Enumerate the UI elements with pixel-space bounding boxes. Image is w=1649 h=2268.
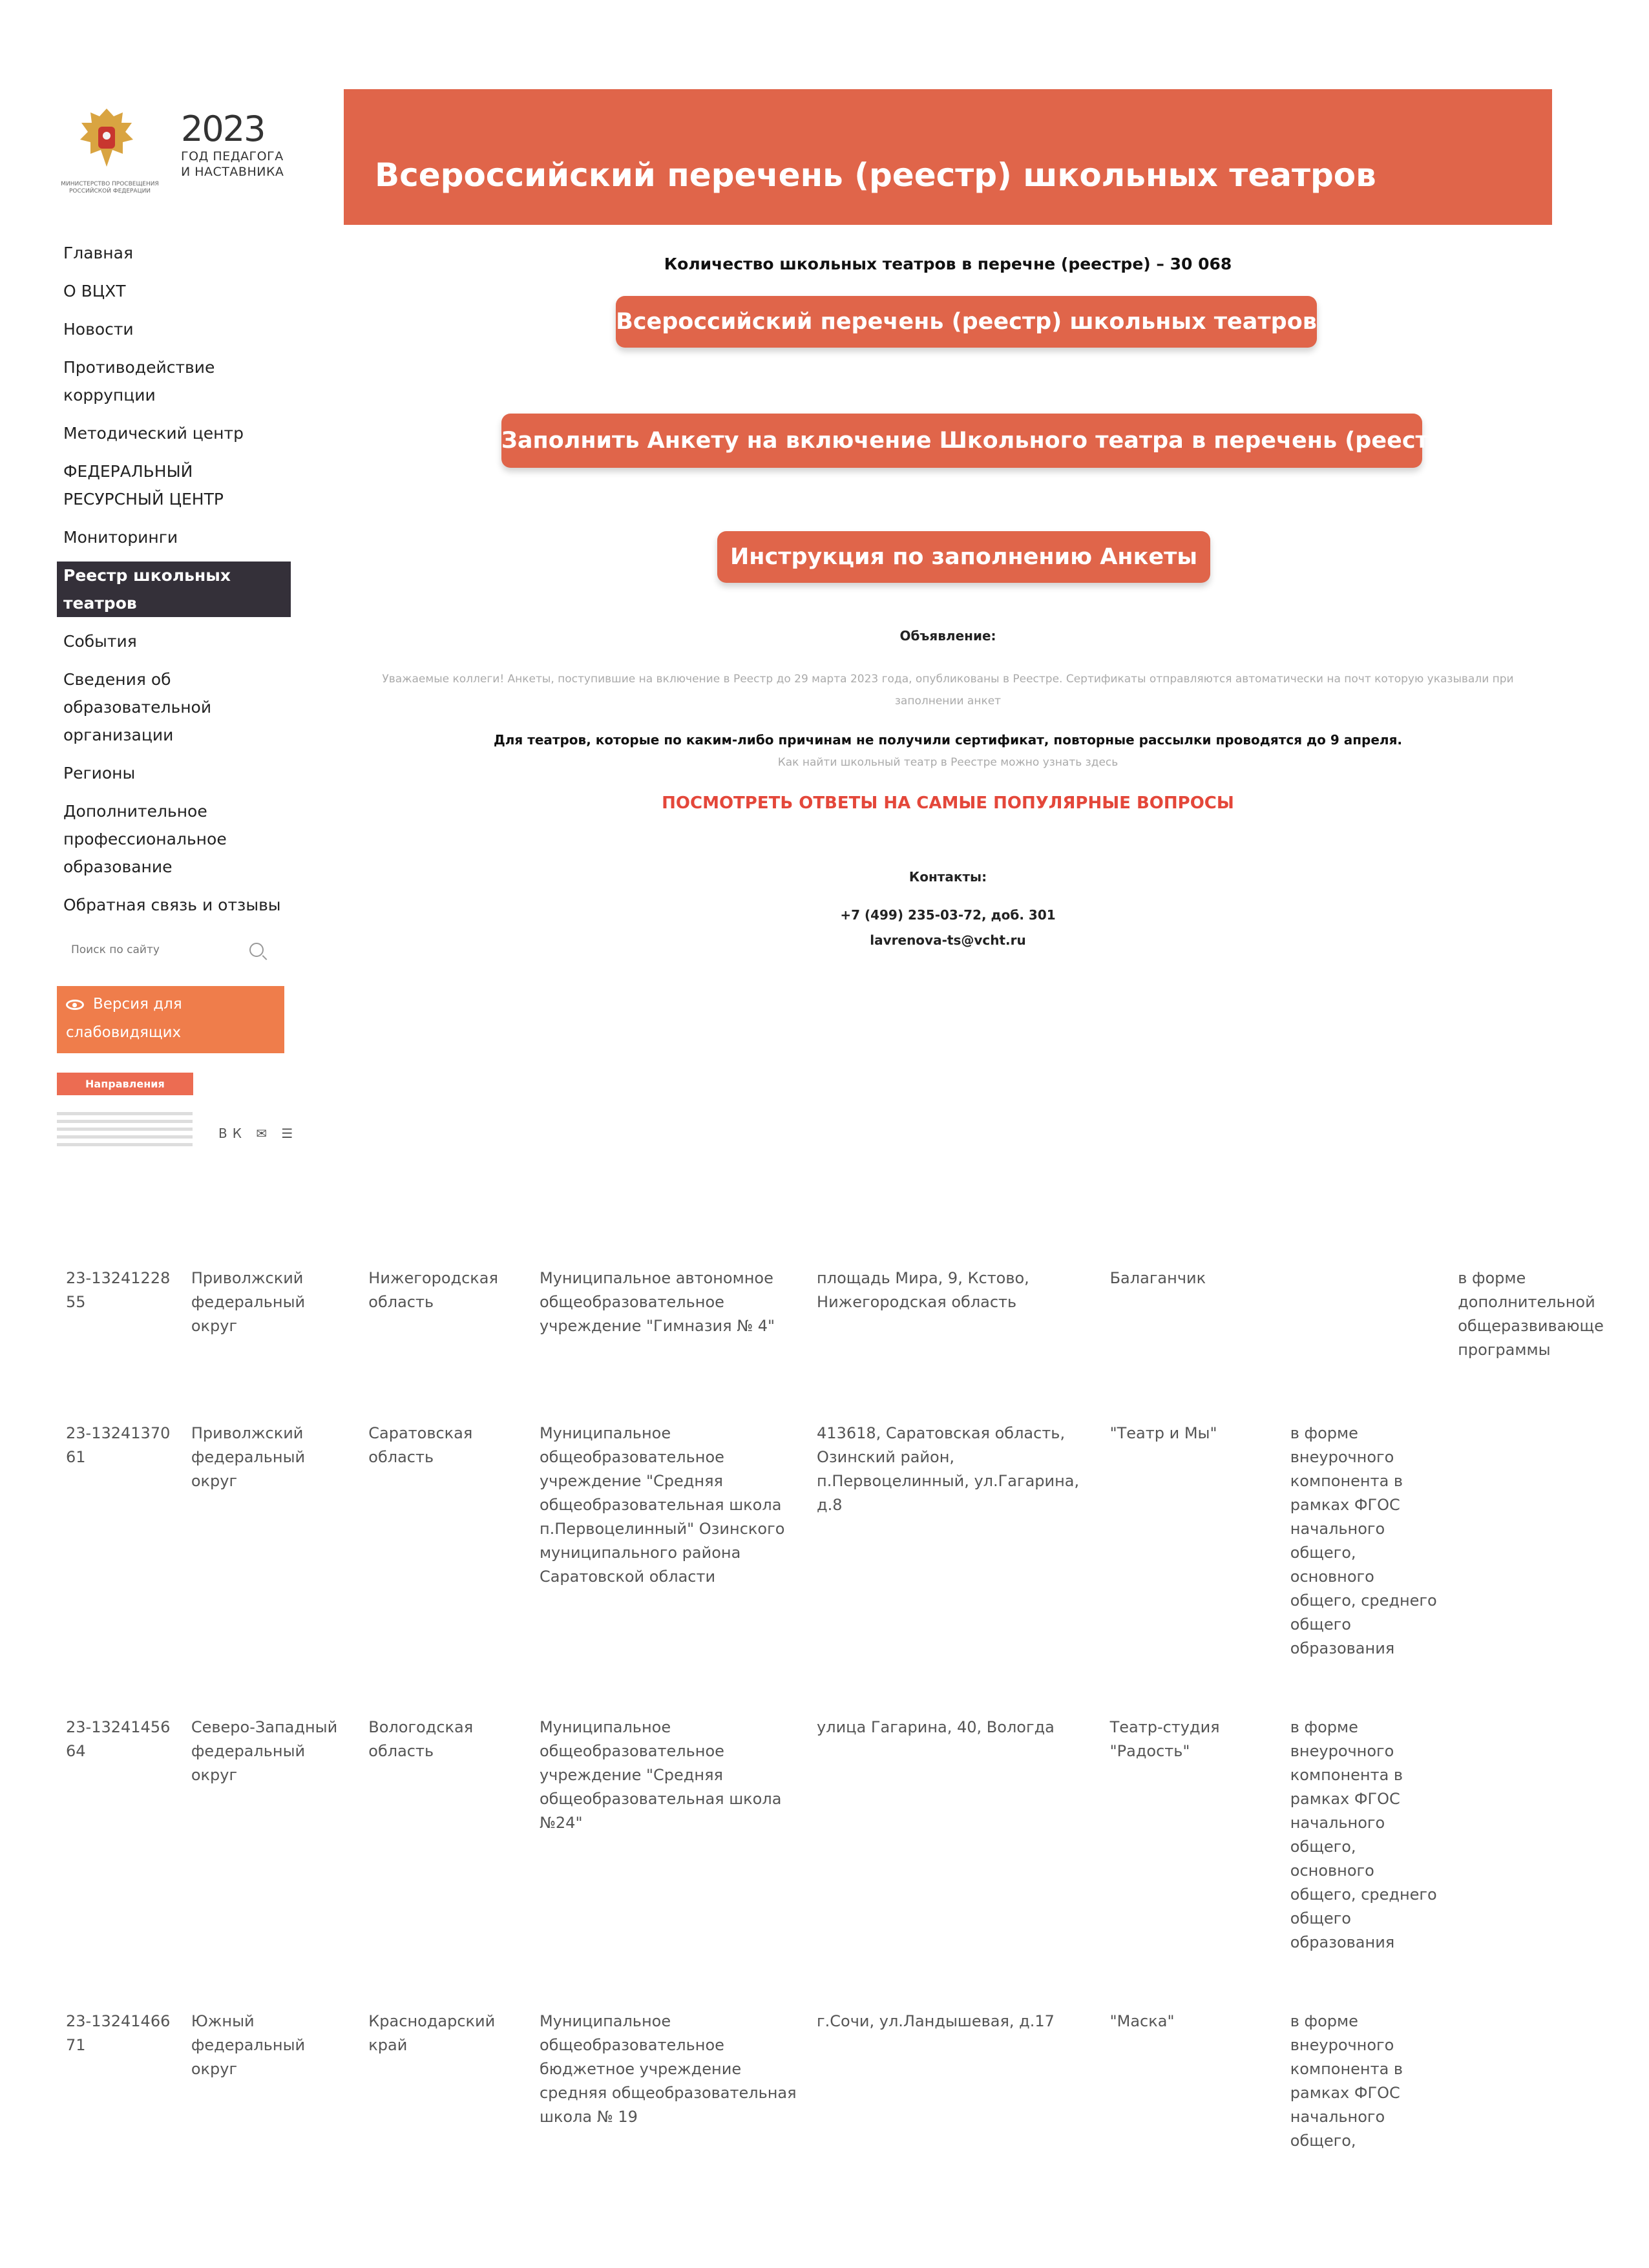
cell-district: Приволжский федеральный округ xyxy=(191,1424,306,1490)
page-title: Всероссийский перечень (реестр) школьных театров xyxy=(375,156,1376,194)
year-of-teacher-logo xyxy=(181,110,291,180)
cell-form: в форме внеурочного компонента в рамках ФГОС начального общего, основного общего, среднего общего образования xyxy=(1290,1718,1437,1951)
cell-organization: Муниципальное автономное общеобразовательное учреждение "Гимназия № 4" xyxy=(539,1269,775,1335)
low-vision-label: Версия для слабовидящих xyxy=(66,996,182,1041)
cell-id: 23-1324146671 xyxy=(66,2012,171,2054)
year-logo-caption-1: ГОД ПЕДАГОГА xyxy=(181,149,284,163)
cell-address: г.Сочи, ул.Ландышевая, д.17 xyxy=(817,2012,1055,2030)
cell-organization: Муниципальное общеобразовательное бюджетное учреждение средняя общеобразовательная школа № 19 xyxy=(539,2012,797,2126)
cell-organization: Муниципальное общеобразовательное учреждение "Средняя общеобразовательная школа п.Первоцелинный" Озинского муниципального района Саратовской области xyxy=(539,1424,785,1586)
cell-district: Северо-Западный федеральный округ xyxy=(191,1718,338,1784)
sidebar-item-regions[interactable]: Регионы xyxy=(63,764,136,782)
cell-form: в форме внеурочного компонента в рамках ФГОС начального общего, xyxy=(1290,2012,1403,2150)
how-to-find-link[interactable]: Как найти школьный театр в Реестре можно узнать здесь xyxy=(777,756,1119,769)
cell-id: 23-1324137061 xyxy=(66,1424,171,1466)
sidebar-item-monitoring[interactable]: Мониторинги xyxy=(63,528,178,547)
instruction-button[interactable]: Инструкция по заполнению Анкеты xyxy=(717,531,1210,583)
cell-theatre: "Театр и Мы" xyxy=(1109,1424,1217,1442)
cell-form: в форме внеурочного компонента в рамках ФГОС начального общего, основного общего, среднего общего образования xyxy=(1290,1424,1437,1657)
sidebar-item-anticorruption[interactable]: Противодействие коррупции xyxy=(63,358,215,404)
contact-phone[interactable]: +7 (499) 235-03-72, доб. 301 xyxy=(840,907,1056,923)
sidebar-nav xyxy=(57,239,302,1151)
sidebar-item-about[interactable]: О ВЦХТ xyxy=(63,282,126,300)
faq-link[interactable]: ПОСМОТРЕТЬ ОТВЕТЫ НА САМЫЕ ПОПУЛЯРНЫЕ ВОПРОСЫ xyxy=(662,793,1234,813)
coat-of-arms-icon xyxy=(71,103,142,174)
announcement-text: Уважаемые коллеги! Анкеты, поступившие на включение в Реестр до 29 марта 2023 года, опубликованы в Реестре. Сертификаты отправляются автоматически на почт которую указывали при заполнении анкет xyxy=(382,673,1514,708)
page-banner xyxy=(344,89,1552,225)
theatre-count: Количество школьных театров в перечне (реестре) – 30 068 xyxy=(664,255,1232,273)
announcement-title: Объявление: xyxy=(899,628,996,644)
cell-region: Краснодарский край xyxy=(368,2012,496,2054)
sidebar-item-methodical-center[interactable]: Методический центр xyxy=(63,424,244,443)
cell-form-extra xyxy=(1451,1716,1610,2010)
table-row xyxy=(59,1422,1610,1716)
cell-id: 23-1324145664 xyxy=(66,1718,171,1760)
cell-address: 413618, Саратовская область, Озинский район, п.Первоцелинный, ул.Гагарина, д.8 xyxy=(817,1424,1080,1514)
announcement-bold-text: Для театров, которые по каким-либо причинам не получили сертификат, повторные рассылки проводятся до 9 апреля. xyxy=(493,732,1403,748)
cell-theatre: Балаганчик xyxy=(1109,1269,1206,1287)
year-logo-caption-2: И НАСТАВНИКА xyxy=(181,165,284,179)
sidebar-item-home[interactable]: Главная xyxy=(63,244,133,262)
site-search xyxy=(57,937,277,963)
footer-fine-print xyxy=(57,1112,193,1146)
low-vision-button[interactable] xyxy=(57,986,284,1053)
sidebar-item-feedback[interactable]: Обратная связь и отзывы xyxy=(63,896,281,914)
cell-form-extra xyxy=(1451,1422,1610,1716)
cell-id: 23-1324122855 xyxy=(66,1269,171,1311)
cell-district: Южный федеральный округ xyxy=(191,2012,306,2078)
cell-address: площадь Мира, 9, Кстово, Нижегородская область xyxy=(817,1269,1029,1311)
registry-button[interactable]: Всероссийский перечень (реестр) школьных театров xyxy=(616,296,1317,348)
table-row xyxy=(59,1716,1610,2010)
contacts-title: Контакты: xyxy=(909,869,987,885)
sidebar-item-organization-info[interactable]: Сведения об образовательной организации xyxy=(63,670,212,744)
site-logos xyxy=(52,103,291,200)
cell-form-extra xyxy=(1451,2010,1610,2178)
sidebar-item-professional-education[interactable]: Дополнительное профессиональное образование xyxy=(63,802,227,876)
cell-region: Вологодская область xyxy=(368,1718,474,1760)
registry-table xyxy=(59,1266,1610,2178)
cell-form-extra: в форме дополнительной общеразвивающе программы xyxy=(1458,1269,1604,1359)
sidebar-item-theatre-registry[interactable]: Реестр школьных театров xyxy=(57,562,291,617)
sidebar-item-events[interactable]: События xyxy=(63,632,137,651)
ministry-caption: МИНИСТЕРСТВО ПРОСВЕЩЕНИЯ РОССИЙСКОЙ ФЕДЕРАЦИИ xyxy=(61,181,159,194)
search-input[interactable] xyxy=(70,943,240,957)
social-icons[interactable]: ВК ✉ ☰ xyxy=(218,1126,299,1141)
cell-address: улица Гагарина, 40, Вологда xyxy=(817,1718,1055,1736)
cell-region: Нижегородская область xyxy=(368,1269,498,1311)
eye-icon xyxy=(66,1000,84,1010)
directions-button[interactable]: Направления xyxy=(57,1073,193,1095)
table-row xyxy=(59,2010,1610,2178)
cell-theatre: Театр-студия "Радость" xyxy=(1109,1718,1220,1760)
cell-organization: Муниципальное общеобразовательное учреждение "Средняя общеобразовательная школа №24" xyxy=(539,1718,782,1832)
sidebar-item-news[interactable]: Новости xyxy=(63,320,134,339)
table-row xyxy=(59,1266,1610,1422)
cell-district: Приволжский федеральный округ xyxy=(191,1269,306,1335)
fill-form-button[interactable]: Заполнить Анкету на включение Школьного театра в перечень (реестр) xyxy=(501,414,1422,468)
contact-email[interactable]: lavrenova-ts@vcht.ru xyxy=(870,932,1026,948)
cell-theatre: "Маска" xyxy=(1109,2012,1175,2030)
year-logo-number: 2023 xyxy=(181,109,265,149)
search-icon[interactable] xyxy=(249,943,264,957)
cell-region: Саратовская область xyxy=(368,1424,473,1466)
sidebar-item-federal-resource-center[interactable]: ФЕДЕРАЛЬНЫЙ РЕСУРСНЫЙ ЦЕНТР xyxy=(63,462,224,509)
cell-form xyxy=(1284,1266,1451,1422)
